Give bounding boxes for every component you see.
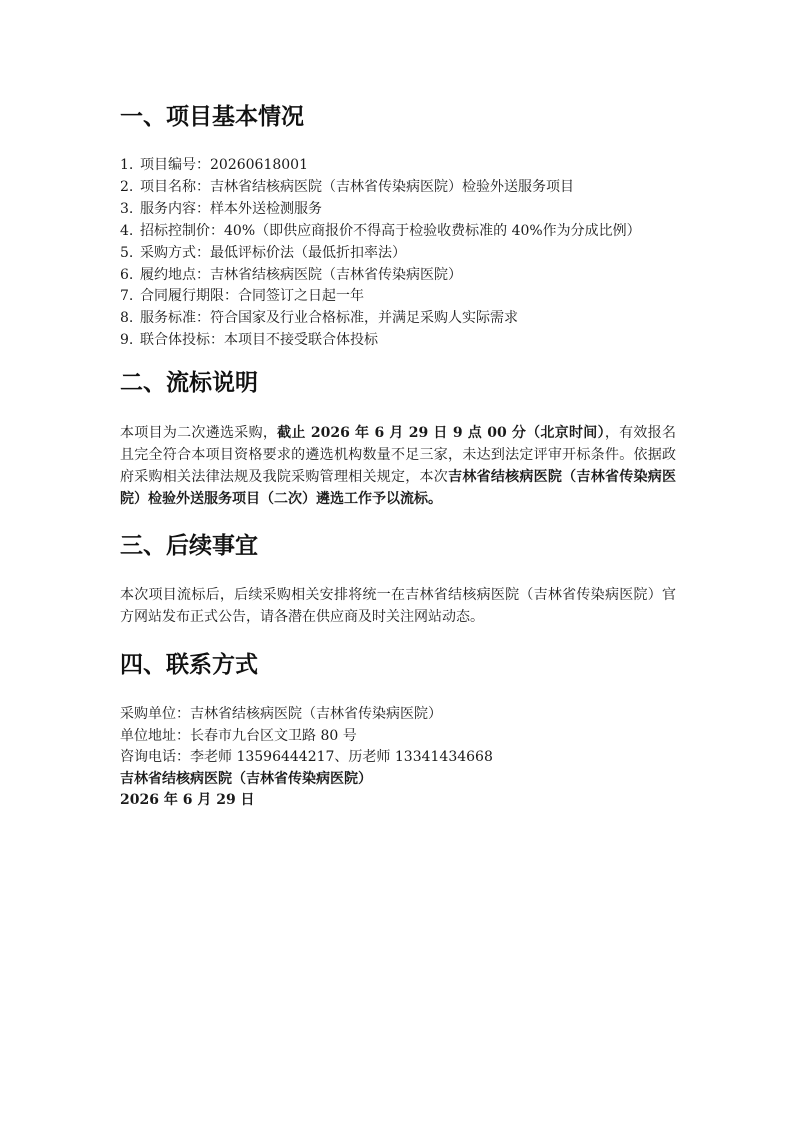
list-item: 3. 服务内容：样本外送检测服务	[120, 200, 322, 217]
failure-paragraph: 本项目为二次遴选采购，截止 2026 年 6 月 29 日 9 点 00 分（北京时间），有效报名且完全符合本项目资格要求的遴选机构数量不足三家，未达到法定评审开标条件。依据政府采购相关法律法规及我院采购管理相关规定，本次吉林省结核病医院（吉林省传染病医院）检验外送服务项目（二次）遴选工作予以流标。	[120, 425, 677, 507]
followup-paragraph: 本次项目流标后，后续采购相关安排将统一在吉林省结核病医院（吉林省传染病医院）官方网站发布正式公告，请各潜在供应商及时关注网站动态。	[120, 587, 676, 625]
section-title-followup: 三、后续事宜	[120, 533, 258, 559]
signature-date: 2026 年 6 月 29 日	[120, 792, 255, 808]
section-title-basic-info: 一、项目基本情况	[120, 104, 304, 130]
section-title-contact: 四、联系方式	[120, 652, 258, 678]
contact-phone: 咨询电话：李老师 13596444217、历老师 13341434668	[120, 749, 493, 765]
list-item: 5. 采购方式：最低评标价法（最低折扣率法）	[120, 244, 406, 261]
list-item: 8. 服务标准：符合国家及行业合格标准，并满足采购人实际需求	[120, 310, 518, 327]
signature: 吉林省结核病医院（吉林省传染病医院）	[120, 770, 372, 787]
section-title-failure: 二、流标说明	[120, 370, 258, 396]
list-item: 7. 合同履行期限：合同签订之日起一年	[120, 288, 364, 305]
contact-block	[120, 704, 493, 812]
contact-address: 单位地址：长春市九台区文卫路 80 号	[120, 727, 357, 744]
list-item: 2. 项目名称：吉林省结核病医院（吉林省传染病医院）检验外送服务项目	[120, 178, 574, 195]
list-item: 4. 招标控制价：40%（即供应商报价不得高于检验收费标准的 40%作为分成比例）	[120, 222, 641, 239]
list-item: 1. 项目编号：20260618001	[120, 157, 308, 173]
list-item: 6. 履约地点：吉林省结核病医院（吉林省传染病医院）	[120, 266, 462, 283]
list-item: 9. 联合体投标：本项目不接受联合体投标	[120, 332, 378, 349]
basic-info-list	[120, 155, 641, 352]
contact-unit: 采购单位：吉林省结核病医院（吉林省传染病医院）	[120, 706, 442, 722]
